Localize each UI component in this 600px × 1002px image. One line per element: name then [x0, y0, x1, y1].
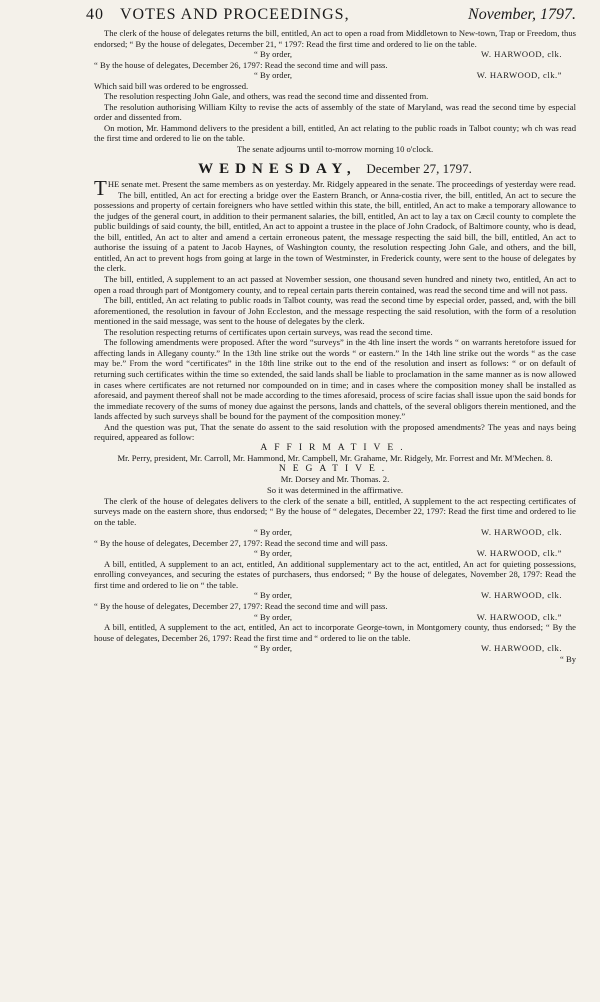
signature-name: W. HARWOOD, clk.” [476, 70, 562, 81]
signature-name: W. HARWOOD, clk. [481, 590, 562, 601]
paragraph: The bill, entitled, An act for erecting a bridge over the Eastern Branch, or Anna-costia river, the bill, entitled, An act to secure the possessions and property of certain foreigners who have settled within this state, the bill, entitled, An act to make a temporary allowance to the judges of the general court, in addition to their permanent salaries, the bill, entitled, An act to lay a tax on Cæcil county to complete the public buildings of said county, the bill, entitled, An act to appoint a trustee in the place of John Cradock, of Baltimore county, who is dead, the bill, entitled, An act to alter and amend a certain erroneous patent, the message respecting the said bill, the bill, entitled, An act to authorise the issuing of a patent to Jacob Haynes, of Washington county, the resolution respecting John Gale, and others, and the bill, entitled, An act to prevent hogs from going at large in the town of Westminster, in Frederick county, were sent to the house of delegates by the clerk. [94, 189, 576, 274]
negative-names: Mr. Dorsey and Mr. Thomas. 2. [280, 474, 390, 485]
affirmative-names: Mr. Perry, president, Mr. Carroll, Mr. Hammond, Mr. Campbell, Mr. Grahame, Mr. Ridgely, Mr. Forrest and Mr. M'Mechen. 8. [117, 453, 553, 464]
signature-by: “ By order, [254, 49, 293, 60]
signature-name: W. HARWOOD, clk. [481, 643, 562, 654]
drop-cap: T [94, 176, 107, 201]
paragraph-text: HE senate met. Present the same members as on yesterday. Mr. Ridgely appeared in the senate. The proceedings of yesterday were read. [107, 179, 576, 190]
paragraph: “ By the house of delegates, December 27, 1797: Read the second time and will pass. [94, 600, 388, 611]
paragraph: The clerk of the house of delegates returns the bill, entitled, An act to open a road from Middletown to New-town, Trap or Freedom, thus endorsed; “ By the house of delegates, December 21, “ 1797: Read the first time and ordered to lie on the table. [94, 28, 576, 49]
signature-by: “ By order, [254, 590, 293, 601]
signature-by: “ By order, [254, 643, 293, 654]
signature-name: W. HARWOOD, clk.” [476, 548, 562, 559]
negative-heading: NEGATIVE. [278, 463, 392, 474]
paragraph: The clerk of the house of delegates delivers to the clerk of the senate a bill, entitled, A supplement to the act respecting certificates of surveys made on the eastern shore, thus endorsed; “ By the house of “ delegates, December 22, 1797: Read the first time and ordered to lie on the table. [94, 495, 576, 527]
document-body [94, 28, 576, 664]
paragraph: On motion, Mr. Hammond delivers to the president a bill, entitled, An act relating to the public roads in Talbot county; wh ch was read the first time and ordered to lie on the table. [94, 122, 576, 144]
paragraph: A bill, entitled, A supplement to an act, entitled, An additional supplementary act to the act, entitled, An act for quieting possessions, enrolling conveyances, and securing the estates of purchasers, thus endorsed; “ By the house of delegates, November 28, 1797: Read the first time and ordered to lie on “ the table. [94, 558, 576, 590]
paragraph: And the question was put, That the senate do assent to the said resolution with the proposed amendments? The yeas and nays being required, appeared as follow: [94, 421, 576, 443]
paragraph: The bill, entitled, A supplement to an act passed at November session, one thousand seven hundred and ninety two, entitled, An act to open a road through part of Montgomery county, and to repeal certain parts therein contained, was read the second time and will not pass. [94, 274, 576, 295]
signature-line [94, 548, 576, 559]
paragraph: Which said bill was ordered to be engrossed. [94, 80, 249, 91]
running-date: November, 1797. [468, 6, 576, 23]
day-name: WEDNESDAY, [198, 160, 357, 177]
paragraph: The resolution respecting John Gale, and others, was read the second time and dissented from. [104, 91, 429, 102]
signature-line [94, 612, 576, 623]
signature-name: W. HARWOOD, clk. [481, 527, 562, 538]
paragraph: “ By the house of delegates, December 27, 1797: Read the second time and will pass. [94, 537, 388, 548]
signature-line [94, 643, 576, 654]
signature-line [94, 590, 576, 601]
affirmative-heading: AFFIRMATIVE. [260, 442, 410, 453]
signature-by: “ By order, [254, 548, 293, 559]
paragraph: “ By the house of delegates, December 26, 1797: Read the second time and will pass. [94, 59, 388, 70]
day-heading [94, 160, 576, 177]
signature-line [94, 70, 576, 81]
running-head [86, 6, 576, 24]
paragraph: The following amendments were proposed. After the word “surveys” in the 4th line insert the words “ on warrants heretofore issued for affecting lands in Allegany county.” In the 13th line strike out the words “ or eastern.” In the 14th line strike out the words “ as the case may be.” From the word “certificates” in the 18th line strike out to the end of the resolution and insert as follows: “ or on default of returning such certificates within the time so extended, the said lands shall be liable to proclamation in the same manner as is now allowed in cases where certificates are not returned nor compounded on in time; and in cases where the composition money shall be installed as aforesaid, and payment thereof shall not be made according to the times aforesaid, process of scire facias shall issue upon the said bonds for the immediate recovery of the sums of money due against the persons, lands and chattels, of the several obligors therein mentioned, and the lands affected by such surveys shall be bound for the payment of the composition money.” [94, 337, 576, 422]
paragraph: A bill, entitled, A supplement to the act, entitled, An act to incorporate George-town, in Montgomery county, thus endorsed; “ By the house of delegates, December 26, 1797: Read the first time and “ ordered to lie on the table. [94, 622, 576, 643]
catchword: “ By [560, 653, 576, 664]
signature-name: W. HARWOOD, clk. [481, 49, 562, 60]
paragraph: The bill, entitled, An act relating to public roads in Talbot county, was read the second time by especial order, passed, and, with the bill aforementioned, the resolution in favour of John Eccleston, and the message respecting the said resolution, with the form of a resolution mentioned in the said message, was sent to the house of delegates by the clerk. [94, 295, 576, 327]
signature-by: “ By order, [254, 611, 293, 622]
signature-line [94, 49, 576, 60]
determination-line: So it was determined in the affirmative. [266, 484, 404, 495]
running-title: VOTES AND PROCEEDINGS, [120, 6, 350, 23]
signature-by: “ By order, [254, 527, 293, 538]
paragraph [94, 176, 576, 201]
day-date: December 27, 1797. [366, 160, 472, 176]
signature-line [94, 527, 576, 538]
signature-by: “ By order, [254, 70, 293, 81]
paragraph: The resolution authorising William Kilty to revise the acts of assembly of the state of Maryland, was read the second time by especial order and dissented from. [94, 101, 576, 123]
signature-name: W. HARWOOD, clk.” [476, 611, 562, 622]
page-number: 40 [86, 6, 104, 23]
adjournment-line: The senate adjourns until to-morrow morning 10 o'clock. [236, 144, 434, 155]
paragraph: The resolution respecting returns of certificates upon certain surveys, was read the second time. [104, 326, 433, 337]
